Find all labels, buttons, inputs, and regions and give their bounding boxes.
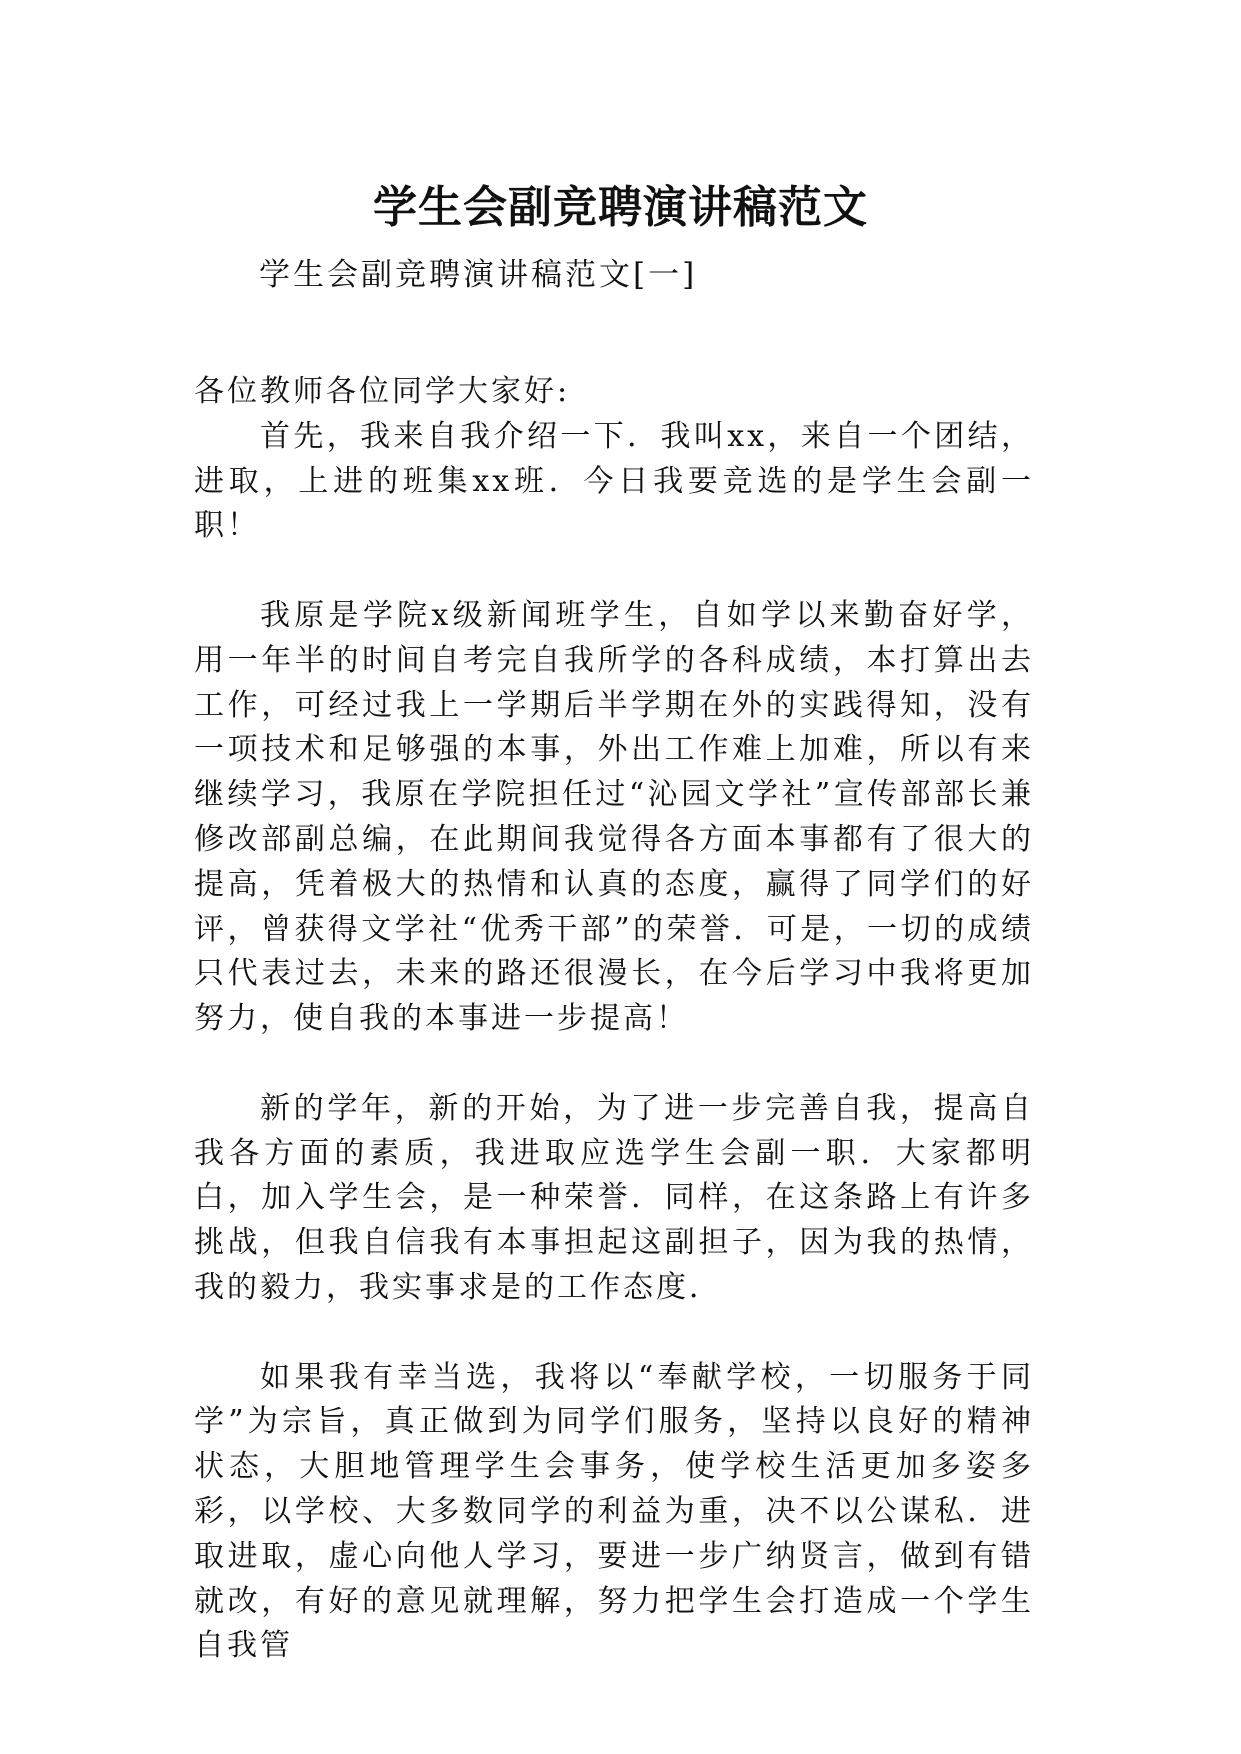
document-body [194,370,1034,1669]
paragraph-3: 新的学年，新的开始，为了进一步完善自我，提高自我各方面的素质，我进取应选学生会副一职．大家都明白，加入学生会，是一种荣誉．同样，在这条路上有许多挑战，但我自信我有本事担起这副担子，因为我的热情，我的毅力，我实事求是的工作态度． [194,1090,1034,1305]
greeting: 各位教师各位同学大家好: [194,374,571,409]
paragraph-4: 如果我有幸当选，我将以“奉献学校，一切服务于同学”为宗旨，真正做到为同学们服务，坚持以良好的精神状态，大胆地管理学生会事务，使学校生活更加多姿多彩，以学校、大多数同学的利益为重，决不以公谋私．进取进取，虚心向他人学习，要进一步广纳贤言，做到有错就改，有好的意见就理解，努力把学生会打造成一个学生自我管 [194,1359,1034,1664]
paragraph-1: 首先，我来自我介绍一下．我叫xx，来自一个团结，进取，上进的班集xx班．今日我要竞选的是学生会副一职！ [194,418,1034,544]
page-title: 学生会副竞聘演讲稿范文 [373,182,868,233]
subtitle: 学生会副竞聘演讲稿范文[一] [259,257,698,293]
paragraph-2: 我原是学院x级新闻班学生，自如学以来勤奋好学，用一年半的时间自考完自我所学的各科成绩，本打算出去工作，可经过我上一学期后半学期在外的实践得知，没有一项技术和足够强的本事，外出工作难上加难，所以有来继续学习，我原在学院担任过“沁园文学社”宣传部部长兼修改部副总编，在此期间我觉得各方面本事都有了很大的提高，凭着极大的热情和认真的态度，赢得了同学们的好评，曾获得文学社“优秀干部”的荣誉．可是，一切的成绩只代表过去，未来的路还很漫长，在今后学习中我将更加努力，使自我的本事进一步提高！ [194,597,1034,1037]
